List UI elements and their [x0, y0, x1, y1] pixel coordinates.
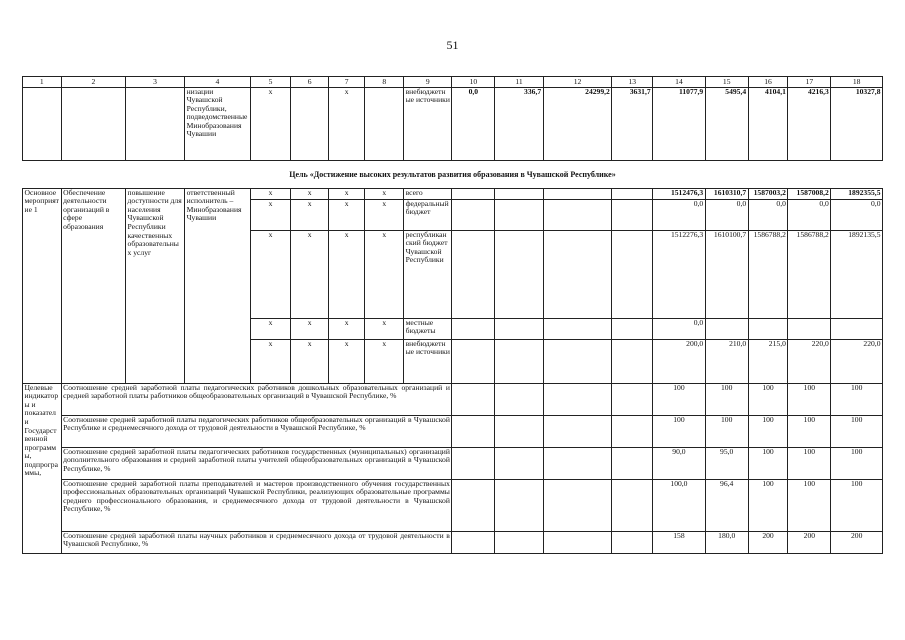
value-cell: 0,0	[653, 318, 706, 339]
column-number: 5	[250, 77, 291, 88]
code-cell: x	[291, 188, 329, 199]
value-cell: 1512476,3	[653, 188, 706, 199]
value-cell: 1586788,2	[788, 230, 831, 318]
source-cell: внебюджетные источники	[404, 87, 452, 160]
value-cell: 1610310,7	[705, 188, 748, 199]
table-row	[23, 87, 883, 160]
value-cell: 100,0	[653, 479, 706, 531]
value-cell: 11077,9	[653, 87, 706, 160]
column-number: 9	[404, 77, 452, 88]
code-cell: x	[328, 230, 365, 318]
column-number: 8	[365, 77, 404, 88]
indicators-label: Целевые индикаторы и показатели Государственной программы, подпрограммы,	[23, 383, 62, 553]
value-cell: 200	[748, 531, 788, 553]
value-cell: 100	[748, 447, 788, 479]
value-cell: 1587003,2	[748, 188, 788, 199]
value-cell: 96,4	[705, 479, 748, 531]
value-cell: 1610100,7	[705, 230, 748, 318]
value-cell: 100	[748, 479, 788, 531]
measure-executor: ответственный исполнитель – Минобразования Чувашии	[185, 188, 250, 383]
value-cell: 220,0	[831, 339, 883, 383]
value-cell: 90,0	[653, 447, 706, 479]
value-cell: 4216,3	[788, 87, 831, 160]
column-number: 13	[612, 77, 653, 88]
measure-goal: повышение доступности для населения Чувашской Республики качественных образовательных услуг	[126, 188, 185, 383]
value-cell: 5495,4	[705, 87, 748, 160]
source-cell: республиканский бюджет Чувашской Республики	[404, 230, 452, 318]
value-cell: 1586788,2	[748, 230, 788, 318]
value-cell: 100	[653, 415, 706, 447]
table-row	[23, 383, 883, 415]
code-cell: x	[291, 199, 329, 230]
table-row	[23, 447, 883, 479]
value-cell: 180,0	[705, 531, 748, 553]
value-cell: 1587008,2	[788, 188, 831, 199]
column-number: 12	[543, 77, 612, 88]
value-cell: 1892355,5	[831, 188, 883, 199]
source-cell: всего	[404, 188, 452, 199]
code-cell: x	[328, 188, 365, 199]
value-cell: 100	[788, 415, 831, 447]
code-cell: x	[365, 318, 404, 339]
table-row	[23, 415, 883, 447]
table-row	[23, 531, 883, 553]
value-cell	[705, 318, 748, 339]
column-number: 2	[61, 77, 125, 88]
value-cell: 215,0	[748, 339, 788, 383]
column-number: 14	[653, 77, 706, 88]
code-cell: x	[250, 339, 291, 383]
code-cell: x	[250, 188, 291, 199]
source-cell: внебюджетные источники	[404, 339, 452, 383]
value-cell: 100	[831, 447, 883, 479]
column-number: 1	[23, 77, 62, 88]
page-number: 51	[446, 38, 459, 52]
code-cell: x	[328, 339, 365, 383]
code-cell: x	[250, 87, 291, 160]
column-number: 3	[126, 77, 185, 88]
value-cell: 3631,7	[612, 87, 653, 160]
value-cell: 0,0	[452, 87, 495, 160]
value-cell: 0,0	[705, 199, 748, 230]
code-cell: x	[291, 339, 329, 383]
indicator-text: Соотношение средней заработной платы педагогических работников государственных (муниципальных) организаций дополнительного образования и средней заработной платы учителей общеобразовательных организаций в Чувашской Республике, %	[61, 447, 452, 479]
column-number: 4	[185, 77, 250, 88]
code-cell: x	[365, 199, 404, 230]
code-cell: x	[328, 87, 365, 160]
value-cell: 100	[653, 383, 706, 415]
value-cell: 0,0	[748, 199, 788, 230]
value-cell: 100	[831, 415, 883, 447]
measure-label: Основное мероприятие 1	[23, 188, 62, 383]
column-number: 10	[452, 77, 495, 88]
column-number: 17	[788, 77, 831, 88]
value-cell: 100	[831, 479, 883, 531]
column-number: 11	[495, 77, 543, 88]
value-cell	[748, 318, 788, 339]
value-cell	[788, 318, 831, 339]
value-cell: 200	[788, 531, 831, 553]
code-cell: x	[365, 230, 404, 318]
column-number: 18	[831, 77, 883, 88]
value-cell: 1512276,3	[653, 230, 706, 318]
indicator-text: Соотношение средней заработной платы научных работников и среднемесячного дохода от трудовой деятельности в Чувашской Республике, %	[61, 531, 452, 553]
indicator-text: Соотношение средней заработной платы педагогических работников общеобразовательных организаций в Чувашской Республике и среднемесячного дохода от трудовой деятельности в Чувашской Республике, %	[61, 415, 452, 447]
value-cell: 95,0	[705, 447, 748, 479]
column-number: 15	[705, 77, 748, 88]
code-cell: x	[250, 318, 291, 339]
source-cell: федеральный бюджет	[404, 199, 452, 230]
column-number: 7	[328, 77, 365, 88]
value-cell: 200,0	[653, 339, 706, 383]
value-cell: 24299,2	[543, 87, 612, 160]
column-number: 6	[291, 77, 329, 88]
table-row	[23, 479, 883, 531]
program-table	[22, 76, 883, 554]
table-row	[23, 188, 883, 199]
value-cell: 0,0	[831, 199, 883, 230]
goal-title: Цель «Достижение высоких результатов развития образования в Чувашской Республике»	[23, 160, 883, 188]
value-cell: 100	[705, 383, 748, 415]
value-cell: 0,0	[788, 199, 831, 230]
value-cell: 158	[653, 531, 706, 553]
value-cell: 336,7	[495, 87, 543, 160]
value-cell: 100	[788, 479, 831, 531]
code-cell: x	[328, 199, 365, 230]
value-cell: 100	[788, 383, 831, 415]
value-cell: 220,0	[788, 339, 831, 383]
value-cell: 0,0	[653, 199, 706, 230]
goal-row	[23, 160, 883, 188]
value-cell: 100	[788, 447, 831, 479]
value-cell: 1892135,5	[831, 230, 883, 318]
code-cell: x	[328, 318, 365, 339]
code-cell: x	[291, 318, 329, 339]
indicator-text: Соотношение средней заработной платы педагогических работников дошкольных образовательных организаций и средней заработной платы работников общеобразовательных организаций в Чувашской Республике, %	[61, 383, 452, 415]
value-cell	[831, 318, 883, 339]
indicator-text: Соотношение средней заработной платы преподавателей и мастеров производственного обучения государственных профессиональных образовательных организаций Чувашской Республики, реализующих образовательные программы среднего профессионального образования, и среднемесячного дохода от трудовой деятельности в Чувашской Республике, %	[61, 479, 452, 531]
value-cell: 100	[831, 383, 883, 415]
column-number: 16	[748, 77, 788, 88]
code-cell: x	[250, 199, 291, 230]
code-cell: x	[365, 188, 404, 199]
value-cell: 100	[748, 383, 788, 415]
source-cell: местные бюджеты	[404, 318, 452, 339]
value-cell: 10327,8	[831, 87, 883, 160]
measure-title: Обеспечение деятельности организаций в сфере образования	[61, 188, 125, 383]
executor-cell: низации Чувашской Республики, подведомственные Минобразования Чувашии	[185, 87, 250, 160]
value-cell: 100	[705, 415, 748, 447]
code-cell: x	[250, 230, 291, 318]
value-cell: 210,0	[705, 339, 748, 383]
code-cell: x	[365, 339, 404, 383]
column-number-row	[23, 77, 883, 88]
value-cell: 200	[831, 531, 883, 553]
value-cell: 100	[748, 415, 788, 447]
code-cell: x	[291, 230, 329, 318]
value-cell: 4104,1	[748, 87, 788, 160]
